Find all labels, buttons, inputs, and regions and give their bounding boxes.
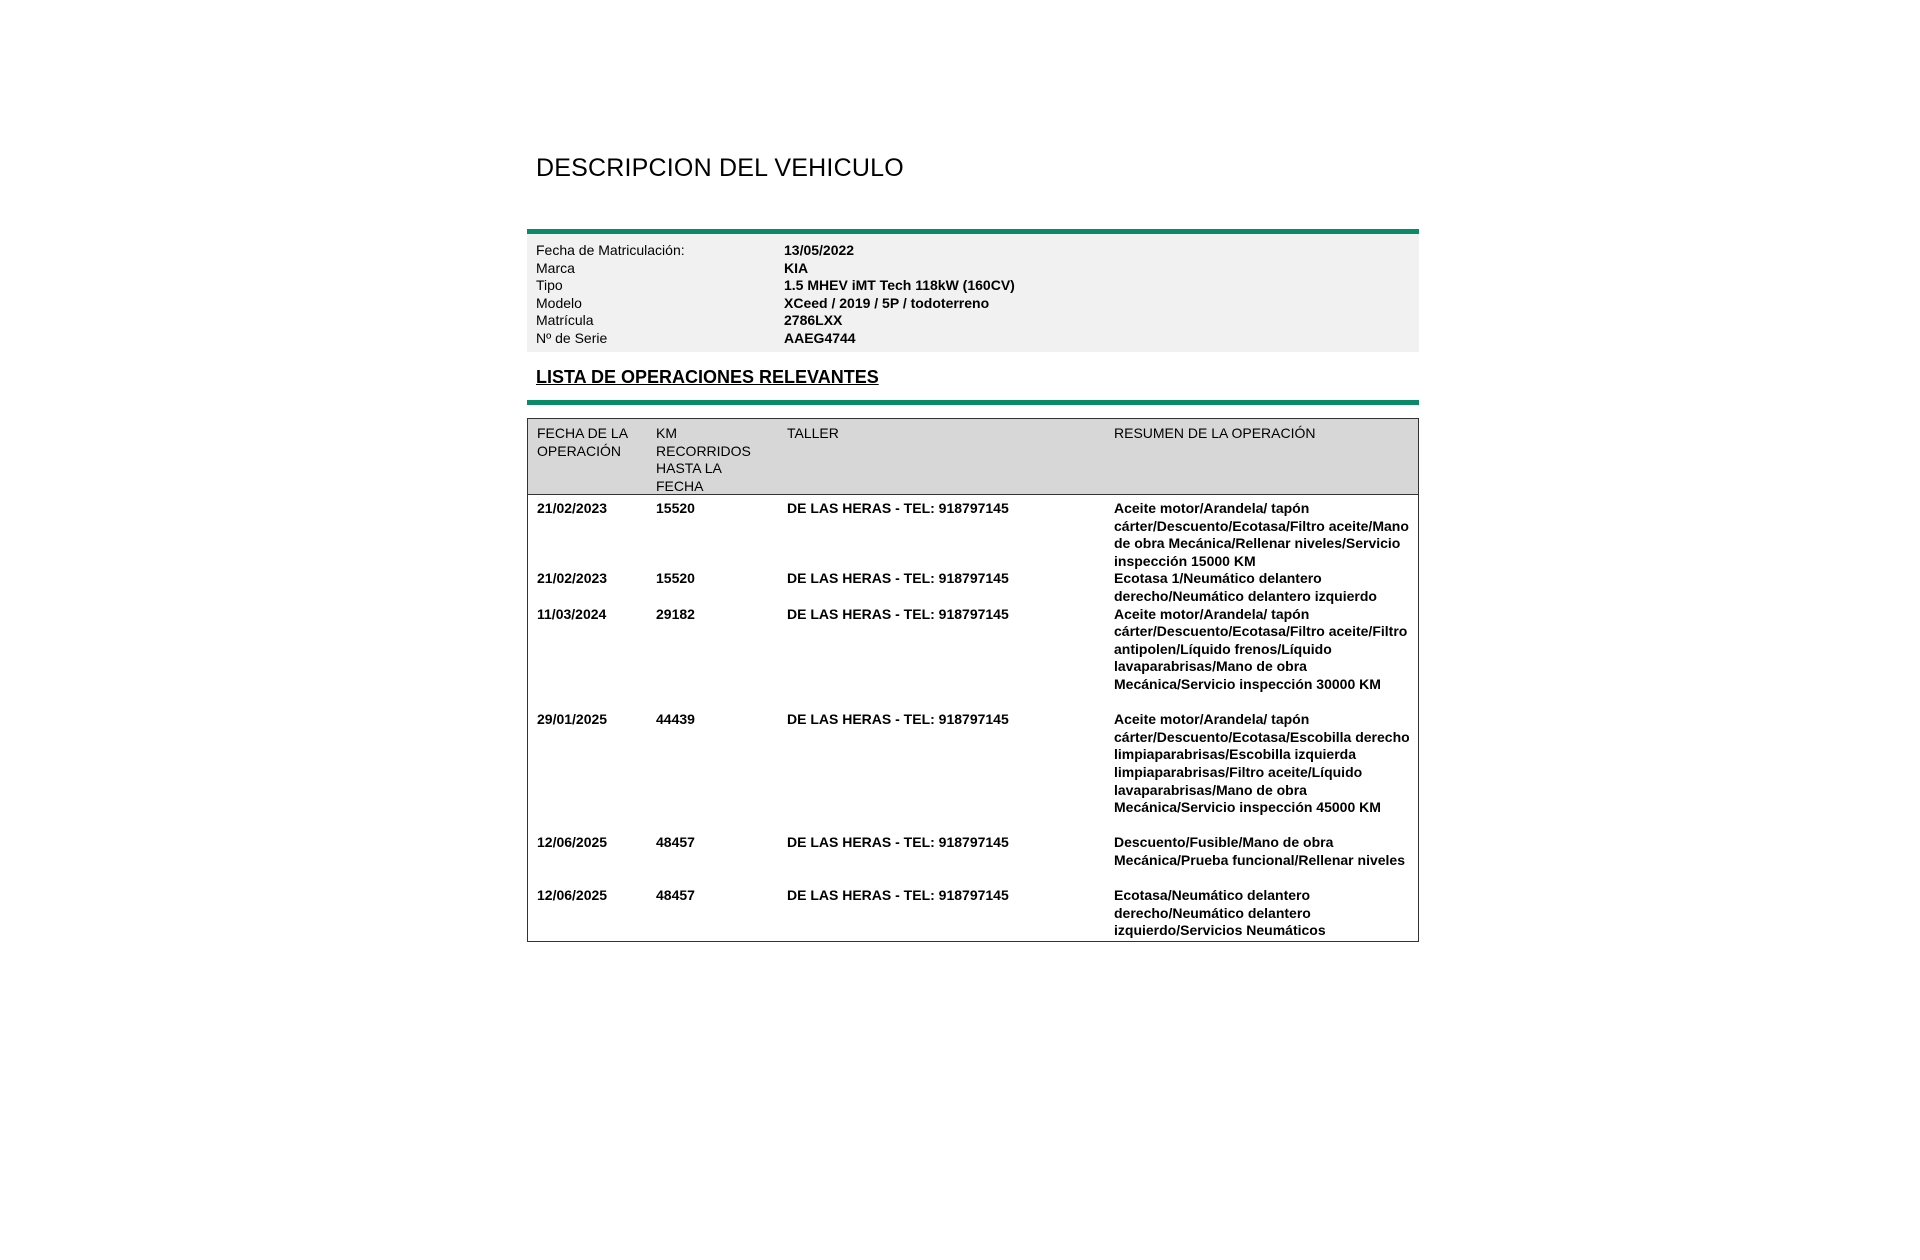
cell-date: 12/06/2025: [537, 887, 608, 904]
field-value: 13/05/2022: [784, 242, 855, 258]
cell-summary: Ecotasa 1/Neumático delantero derecho/Neumático delantero izquierdo: [1114, 570, 1377, 604]
cell-date: 12/06/2025: [537, 834, 608, 851]
header-date: FECHA DE LA OPERACIÓN: [537, 425, 628, 459]
cell-workshop: DE LAS HERAS - TEL: 918797145: [787, 570, 1009, 587]
vehicle-field-model: [536, 295, 989, 313]
cell-km: 15520: [656, 570, 695, 587]
vehicle-field-registration-date: [536, 242, 854, 260]
field-label: Nº de Serie: [536, 330, 608, 346]
field-label: Matrícula: [536, 312, 594, 329]
field-value: 2786LXX: [784, 312, 843, 329]
operations-section-title: LISTA DE OPERACIONES RELEVANTES: [536, 367, 879, 387]
field-value: KIA: [784, 259, 809, 276]
field-value: 1.5 MHEV iMT Tech 118kW (160CV): [784, 277, 1015, 294]
vehicle-field-type: [536, 277, 1015, 295]
cell-summary: Aceite motor/Arandela/ tapón cárter/Descuento/Ecotasa/Escobilla derecho limpiaparabrisas/Escobilla izquierda limpiaparabrisas/Filtro aceite/Líquido lavaparabrisas/Mano de obra Mecánica/Servicio inspección 45000 KM: [1114, 711, 1410, 816]
header-workshop: TALLER: [787, 425, 839, 441]
field-label: Marca: [536, 259, 575, 276]
header-km: KM RECORRIDOS HASTA LA FECHA: [656, 425, 751, 494]
cell-km: 48457: [656, 834, 695, 851]
cell-date: 21/02/2023: [537, 500, 608, 516]
header-summary: RESUMEN DE LA OPERACIÓN: [1114, 425, 1316, 441]
field-value: AAEG4744: [784, 330, 856, 346]
cell-workshop: DE LAS HERAS - TEL: 918797145: [787, 834, 1009, 851]
table-header: [528, 419, 1418, 495]
operations-table: [527, 418, 1419, 942]
green-divider-bottom: [527, 400, 1419, 405]
cell-summary: Aceite motor/Arandela/ tapón cárter/Descuento/Ecotasa/Filtro aceite/Mano de obra Mecánica/Rellenar niveles/Servicio inspección 15000 KM: [1114, 500, 1409, 569]
cell-summary: Aceite motor/Arandela/ tapón cárter/Descuento/Ecotasa/Filtro aceite/Filtro antipolen/Líquido frenos/Líquido lavaparabrisas/Mano de obra Mecánica/Servicio inspección 30000 KM: [1114, 605, 1408, 692]
field-label: Modelo: [536, 294, 582, 311]
vehicle-field-brand: [536, 260, 808, 278]
field-label: Fecha de Matriculación:: [536, 242, 685, 258]
cell-workshop: DE LAS HERAS - TEL: 918797145: [787, 711, 1009, 728]
cell-workshop: DE LAS HERAS - TEL: 918797145: [787, 887, 1009, 904]
cell-km: 29182: [656, 605, 695, 622]
cell-summary: Ecotasa/Neumático delantero derecho/Neumático delantero izquierdo/Servicios Neumáticos: [1114, 887, 1326, 939]
cell-summary: Descuento/Fusible/Mano de obra Mecánica/Prueba funcional/Rellenar niveles: [1114, 834, 1405, 868]
cell-workshop: DE LAS HERAS - TEL: 918797145: [787, 500, 1009, 516]
cell-km: 15520: [656, 500, 695, 516]
cell-workshop: DE LAS HERAS - TEL: 918797145: [787, 605, 1009, 622]
cell-km: 48457: [656, 887, 695, 904]
cell-km: 44439: [656, 711, 695, 728]
vehicle-details-box: [527, 234, 1419, 352]
field-label: Tipo: [536, 277, 563, 294]
cell-date: 29/01/2025: [537, 711, 608, 728]
document-title: DESCRIPCION DEL VEHICULO: [536, 154, 904, 182]
vehicle-field-serial: [536, 330, 856, 348]
cell-date: 11/03/2024: [537, 605, 607, 622]
vehicle-field-plate: [536, 312, 842, 330]
field-value: XCeed / 2019 / 5P / todoterreno: [784, 294, 990, 311]
cell-date: 21/02/2023: [537, 570, 608, 587]
